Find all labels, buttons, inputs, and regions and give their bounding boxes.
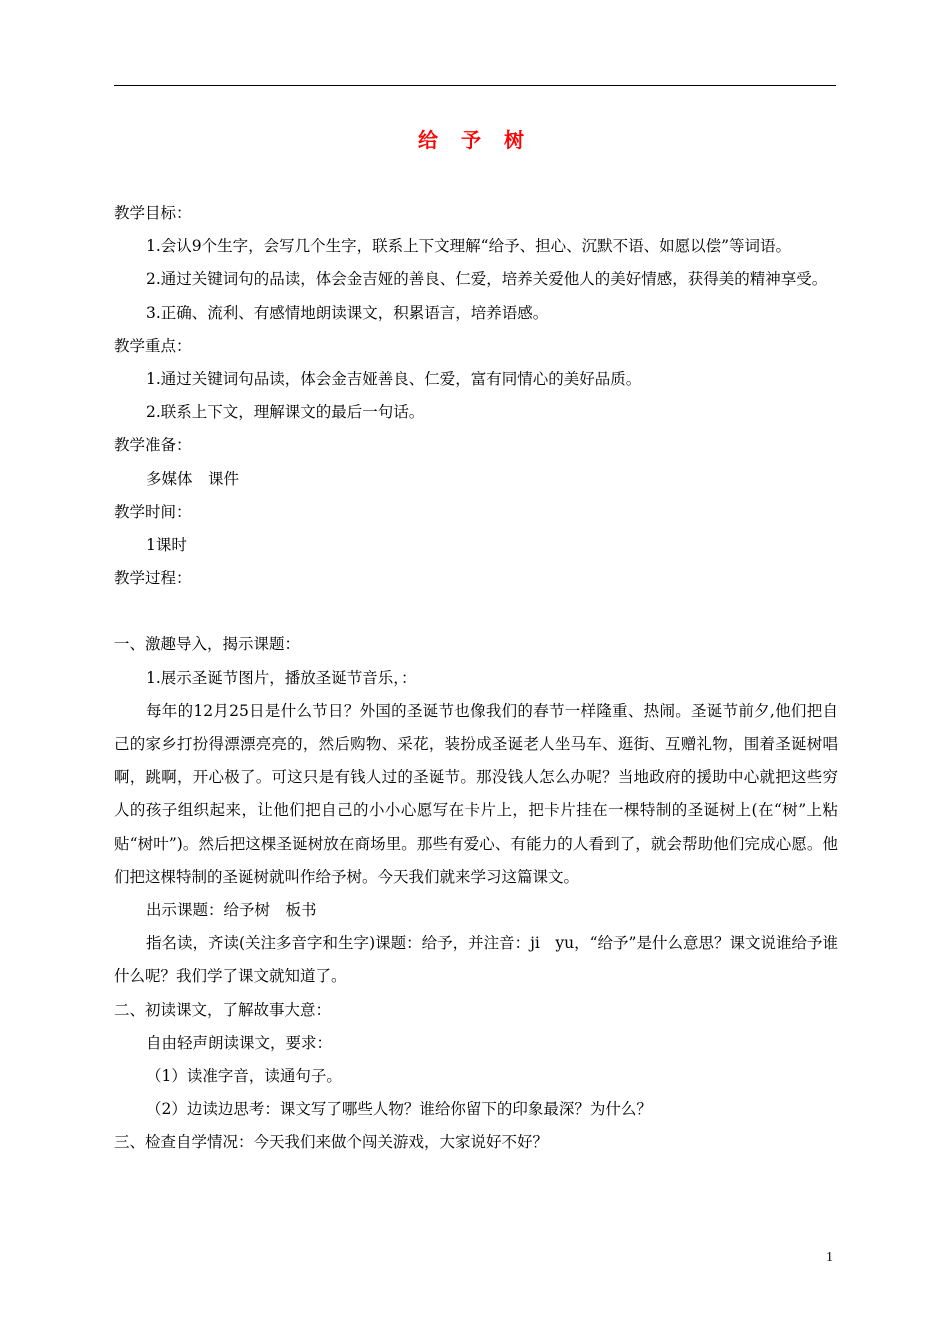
section-heading: 三、检查自学情况：今天我们来做个闯关游戏，大家说好不好？ bbox=[114, 1133, 549, 1152]
section-heading: 一、激趣导入，揭示课题： bbox=[114, 635, 301, 654]
document-body bbox=[114, 197, 838, 1160]
blank-line bbox=[114, 595, 838, 628]
section-heading: 教学重点： bbox=[114, 336, 192, 355]
paragraph: 2.通过关键词句的品读，体会金吉娅的善良、仁爱，培养关爱他人的美好情感，获得美的精神享受。 bbox=[146, 270, 828, 289]
section-heading: 教学准备： bbox=[114, 436, 192, 455]
paragraph: 出示课题：给予树 板书 bbox=[146, 901, 317, 920]
paragraph: 1课时 bbox=[146, 536, 187, 555]
paragraph: （1）读准字音，读通句子。 bbox=[146, 1067, 342, 1086]
paragraph: 自由轻声朗读课文，要求： bbox=[146, 1033, 333, 1052]
paragraph: 2.联系上下文，理解课文的最后一句话。 bbox=[146, 403, 425, 422]
section-heading: 二、初读课文，了解故事大意： bbox=[114, 1000, 332, 1019]
document-title: 给 予 树 bbox=[418, 128, 532, 152]
paragraph: 每年的12月25日是什么节日？外国的圣诞节也像我们的春节一样隆重、热闹。圣诞节前夕,他们把自己的家乡打扮得漂漂亮亮的，然后购物、采花，装扮成圣诞老人坐马车、逛街、互赠礼物，围着圣诞树唱啊，跳啊，开心极了。可这只是有钱人过的圣诞节。那没钱人怎么办呢？当地政府的援助中心就把这些穷人的孩子组织起来，让他们把自己的小小心愿写在卡片上，把卡片挂在一棵特制的圣诞树上(在“树”上粘贴“树叶”)。然后把这棵圣诞树放在商场里。那些有爱心、有能力的人看到了，就会帮助他们完成心愿。他们把这棵特制的圣诞树就叫作给予树。今天我们就来学习这篇课文。 bbox=[114, 701, 838, 886]
section-heading: 教学目标： bbox=[114, 204, 192, 222]
paragraph: 1.通过关键词句品读，体会金吉娅善良、仁爱，富有同情心的美好品质。 bbox=[146, 370, 642, 389]
paragraph: 1.展示圣诞节图片，播放圣诞节音乐，： bbox=[146, 668, 417, 687]
section-heading: 教学过程： bbox=[114, 569, 192, 588]
paragraph: （2）边读边思考：课文写了哪些人物？谁给你留下的印象最深？为什么？ bbox=[146, 1100, 652, 1119]
section-heading: 教学时间： bbox=[114, 502, 192, 521]
paragraph: 3.正确、流利、有感情地朗读课文，积累语言，培养语感。 bbox=[146, 303, 549, 322]
paragraph: 多媒体 课件 bbox=[146, 469, 240, 488]
header-rule bbox=[114, 85, 836, 86]
paragraph: 1.会认9个生字，会写几个生字，联系上下文理解“给予、担心、沉默不语、如愿以偿”等词语。 bbox=[146, 237, 792, 256]
page-number: 1 bbox=[826, 1250, 833, 1265]
paragraph: 指名读，齐读(关注多音字和生字)课题：给予，并注音：ji yu，“给予”是什么意思？课文说谁给予谁什么呢？我们学了课文就知道了。 bbox=[114, 934, 838, 986]
